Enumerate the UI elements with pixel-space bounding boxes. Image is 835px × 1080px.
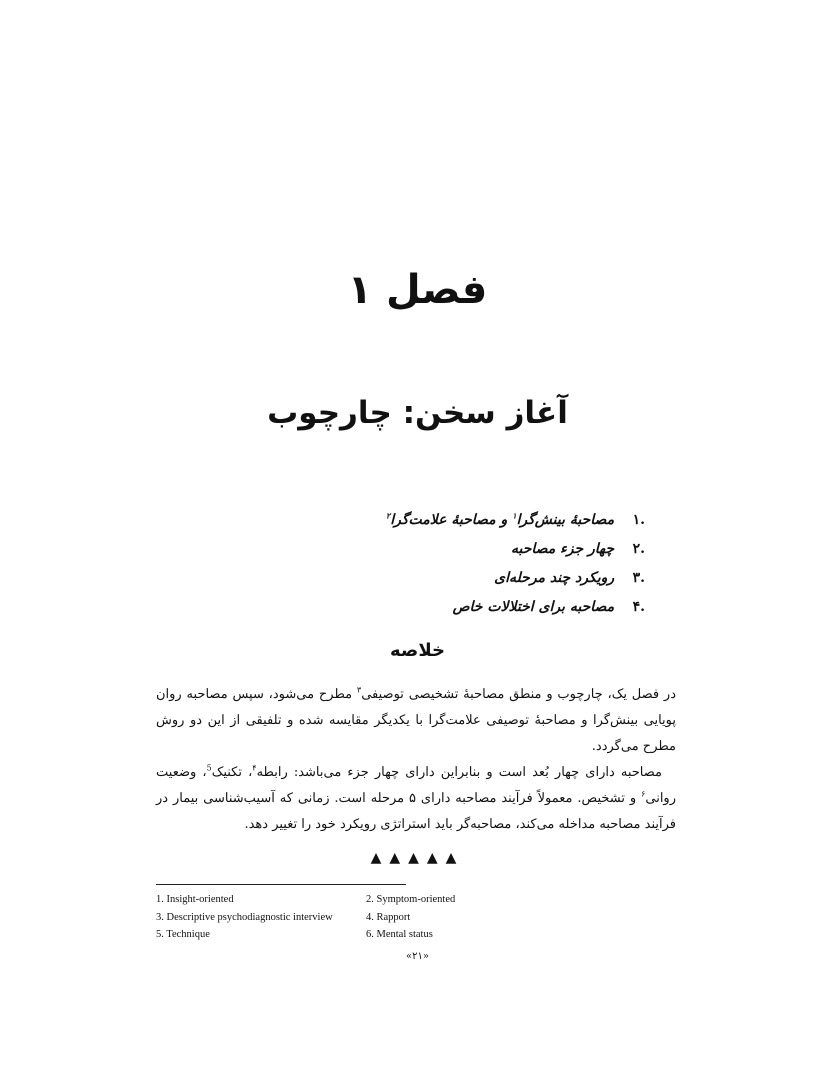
contents-item — [325, 564, 645, 593]
paragraph-text: و تشخیص. معمولاً فرآیند مصاحبه دارای ۵ مرحله است. زمانی که آسیب‌شناسی بیمار در فرآیند مصاحبه مداخله می‌کند، مصاحبه‌گر باید استراتژی رویکرد خود را تغییر دهد. — [156, 791, 676, 832]
contents-item-number: .۱ — [632, 512, 645, 528]
footnote-row — [156, 891, 576, 909]
footnotes — [156, 891, 576, 944]
summary-heading: خلاصه — [390, 640, 445, 661]
paragraph-text: در فصل یک، چارچوب و منطق مصاحبهٔ تشخیصی توصیفی — [361, 687, 676, 702]
footnote: 5. Technique — [156, 929, 210, 940]
footnote-row — [156, 926, 576, 944]
paragraph-text: ، تکنیک — [211, 765, 253, 780]
contents-item-number: .۳ — [632, 570, 645, 586]
footnote: 1. Insight-oriented — [156, 894, 234, 905]
paragraph-text: مطرح می‌شود، سپس مصاحبه روان پویایی بینش‌گرا و مصاحبهٔ توصیفی علامت‌گرا با یکدیگر مقایسه شده و تلفیقی از این دو روش مطرح می‌گردد. — [156, 687, 676, 754]
summary-body — [156, 682, 676, 838]
contents-item — [325, 506, 645, 535]
section-end-ornament: ▲▲▲▲▲ — [370, 850, 465, 866]
contents-item-number: .۲ — [632, 541, 645, 557]
chapter-contents-list — [325, 506, 645, 622]
contents-item — [325, 535, 645, 564]
footnote-ref[interactable]: ۳ — [356, 685, 362, 695]
summary-paragraph — [156, 682, 676, 760]
contents-item-text: مصاحبه برای اختلالات خاص — [452, 599, 615, 615]
paragraph-text: ، وضعیت روانی — [156, 765, 676, 806]
footnote-ref[interactable]: ۲ — [385, 510, 391, 521]
contents-item-text: چهار جزء مصاحبه — [510, 541, 615, 557]
contents-item-number: .۴ — [632, 599, 645, 615]
footnote-divider — [156, 884, 406, 885]
footnote-ref[interactable]: ۶ — [641, 789, 646, 799]
footnote-row — [156, 909, 576, 927]
footnote: 6. Mental status — [366, 929, 433, 940]
summary-paragraph — [156, 760, 676, 838]
paragraph-text: مصاحبه دارای چهار بُعد است و بنابراین دارای چهار جزء می‌باشد: رابطه — [256, 765, 663, 780]
footnote-ref[interactable]: ۱ — [512, 510, 517, 521]
page-number: «۲۱» — [406, 951, 429, 962]
contents-item-text: رویکرد چند مرحله‌ای — [494, 570, 615, 586]
chapter-number: فصل ۱ — [347, 267, 488, 313]
contents-item — [325, 593, 645, 622]
footnote-ref[interactable]: ۴ — [252, 763, 257, 773]
chapter-title: آغاز سخن: چارچوب — [267, 395, 568, 431]
footnote: 3. Descriptive psychodiagnostic interview — [156, 911, 333, 923]
footnote-ref[interactable]: 5 — [206, 763, 212, 773]
contents-item-text: و مصاحبهٔ علامت‌گرا — [390, 512, 513, 528]
contents-item-text: مصاحبهٔ بینش‌گرا — [516, 512, 615, 528]
footnote: 4. Rapport — [366, 911, 411, 923]
footnote: 2. Symptom-oriented — [366, 894, 456, 905]
